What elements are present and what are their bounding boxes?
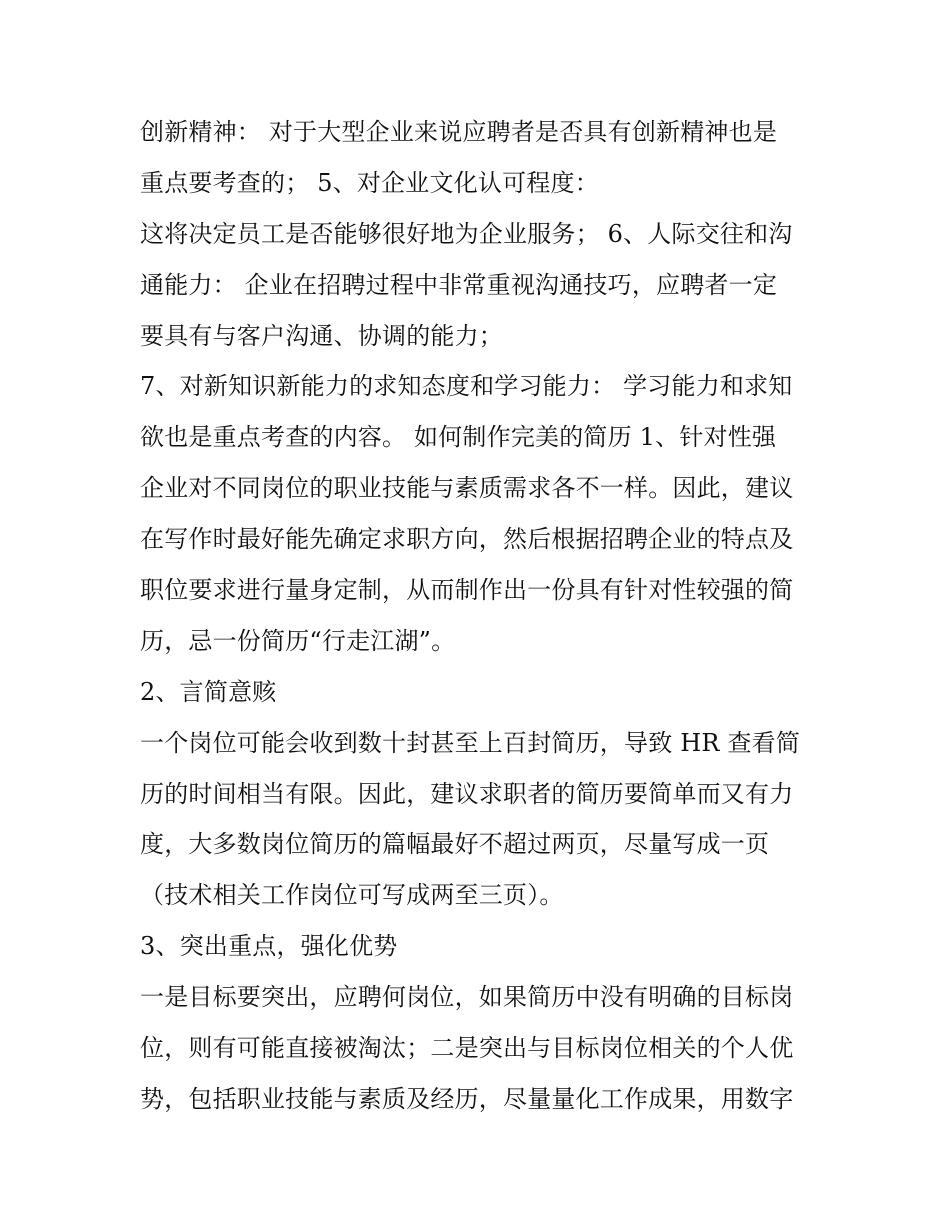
text-line: （技术相关工作岗位可写成两至三页）。 [140,881,564,910]
text-line: 7、对新知识新能力的求知态度和学习能力： 学习能力和求知 [140,372,793,401]
text-line: 创新精神： 对于大型企业来说应聘者是否具有创新精神也是 [140,118,778,146]
text-line: 度，大多数岗位简历的篇幅最好不超过两页，尽量写成一页 [140,830,770,859]
text-line: 企业对不同岗位的职业技能与素质需求各不一样。因此，建议 [140,474,794,503]
text-line: 一是目标要突出，应聘何岗位，如果简历中没有明确的目标岗 [140,983,794,1012]
text-line: 位，则有可能直接被淘汰；二是突出与目标岗位相关的个人优 [140,1034,794,1063]
text-line: 历的时间相当有限。因此，建议求职者的简历要简单而又有力 [140,779,794,808]
text-line: 职位要求进行量身定制，从而制作出一份具有针对性较强的简 [140,576,794,605]
document-body [140,107,820,1125]
text-line: 通能力： 企业在招聘过程中非常重视沟通技巧，应聘者一定 [140,270,778,299]
text-line: 在写作时最好能先确定求职方向，然后根据招聘企业的特点及 [140,525,794,554]
text-line: 要具有与客户沟通、协调的能力； [140,321,503,350]
section-heading: 3、突出重点，强化优势 [140,932,398,961]
text-line: 欲也是重点考查的内容。 如何制作完美的简历 1、针对性强 [140,423,777,452]
text-line: 一个岗位可能会收到数十封甚至上百封简历，导致 HR 查看简 [140,728,801,757]
text-line: 历，忌一份简历“行走江湖”。 [140,626,456,655]
section-heading: 2、言简意赅 [140,677,277,706]
text-line: 重点要考查的； 5、对企业文化认可程度： [140,168,599,197]
text-line: 这将决定员工是否能够很好地为企业服务； 6、人际交往和沟 [140,219,793,248]
text-line: 势，包括职业技能与素质及经历，尽量量化工作成果，用数字 [140,1084,794,1113]
